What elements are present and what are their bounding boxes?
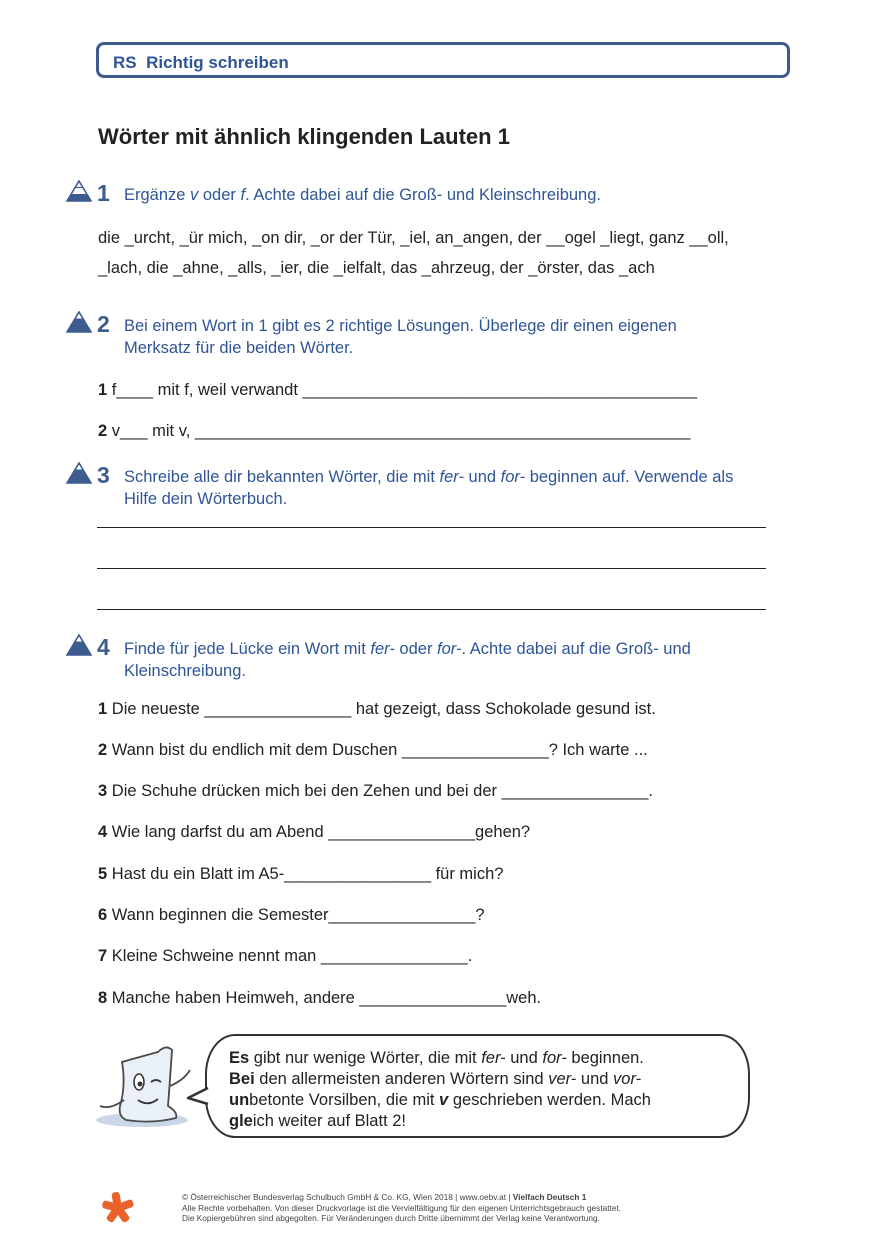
- gap-sentence[interactable]: 4 Wie lang darfst du am Abend ________________gehen?: [98, 823, 531, 841]
- exercise-number: 3: [97, 462, 110, 488]
- writing-line[interactable]: [97, 609, 766, 610]
- exercise-number: 1: [97, 180, 110, 206]
- exercise-task: Ergänze v oder f. Achte dabei auf die Groß- und Kleinschreibung.: [124, 186, 601, 204]
- exercise-task: Bei einem Wort in 1 gibt es 2 richtige Lösungen. Überlege dir einen eigenen Merksatz für die beiden Wörter.: [124, 317, 677, 357]
- exercise-number: 4: [97, 634, 110, 660]
- section-title: Richtig schreiben: [146, 53, 289, 72]
- exercise-number: 2: [97, 311, 110, 337]
- publisher-logo-icon: [100, 1190, 136, 1226]
- tip-text: Es gibt nur wenige Wörter, die mit fer- und for- beginnen. Bei den allermeisten anderen Wörtern sind ver- und vor- unbetonte Vorsilben, die mit v geschrieben werden. Mach gleich weiter auf Blatt 2!: [229, 1049, 651, 1130]
- difficulty-level-icon: [66, 634, 92, 656]
- copyright-footer: © Österreichischer Bundesverlag Schulbuch GmbH & Co. KG, Wien 2018 | www.oebv.at | Vielfach Deutsch 1 Alle Rechte vorbehalten. Von dieser Druckvorlage ist die Vervielfältigung für den eigenen Unterrichtsgebrauch gestattet. Die Kopiergebühren sind abgegolten. Für Veränderungen durch Dritte übernimmt der Verlag keine Verantwortung.: [182, 1192, 622, 1223]
- gap-sentence[interactable]: 2 Wann bist du endlich mit dem Duschen ________________? Ich warte ...: [98, 741, 648, 759]
- writing-line[interactable]: [97, 527, 766, 528]
- gap-sentence[interactable]: 3 Die Schuhe drücken mich bei den Zehen und bei der ________________.: [98, 782, 654, 800]
- difficulty-level-icon: [66, 462, 92, 484]
- tip-speech-bubble: [205, 1034, 750, 1138]
- exercise-task: Finde für jede Lücke ein Wort mit fer- oder for-. Achte dabei auf die Groß- und Kleinschreibung.: [124, 640, 691, 680]
- gap-sentence[interactable]: 6 Wann beginnen die Semester________________?: [98, 906, 485, 924]
- mascot-illustration: [92, 1040, 204, 1130]
- speech-bubble-tail: [186, 1086, 210, 1108]
- section-header: [96, 42, 790, 78]
- gap-sentence[interactable]: 1 Die neueste ________________ hat gezeigt, dass Schokolade gesund ist.: [98, 700, 656, 718]
- exercise-text-line: _lach, die _ahne, _alls, _ier, die _ielfalt, das _ahrzeug, der _örster, das _ach: [98, 259, 655, 277]
- difficulty-level-icon: [66, 180, 92, 202]
- gap-sentence[interactable]: 7 Kleine Schweine nennt man ________________.: [98, 947, 473, 965]
- section-code: RS: [113, 53, 137, 72]
- answer-line[interactable]: 2 v___ mit v, ______________________________________________________: [98, 422, 691, 440]
- writing-line[interactable]: [97, 568, 766, 569]
- exercise-text-line: die _urcht, _ür mich, _on dir, _or der Tür, _iel, an_angen, der __ogel _liegt, ganz __oll,: [98, 229, 729, 247]
- page-title: Wörter mit ähnlich klingenden Lauten 1: [98, 124, 510, 149]
- gap-sentence[interactable]: 8 Manche haben Heimweh, andere ________________weh.: [98, 989, 542, 1007]
- difficulty-level-icon: [66, 311, 92, 333]
- exercise-task: Schreibe alle dir bekannten Wörter, die mit fer- und for- beginnen auf. Verwende als Hilfe dein Wörterbuch.: [124, 468, 734, 508]
- section-header-label: [113, 53, 289, 73]
- answer-line[interactable]: 1 f____ mit f, weil verwandt ___________________________________________: [98, 381, 698, 399]
- gap-sentence[interactable]: 5 Hast du ein Blatt im A5-________________ für mich?: [98, 865, 504, 883]
